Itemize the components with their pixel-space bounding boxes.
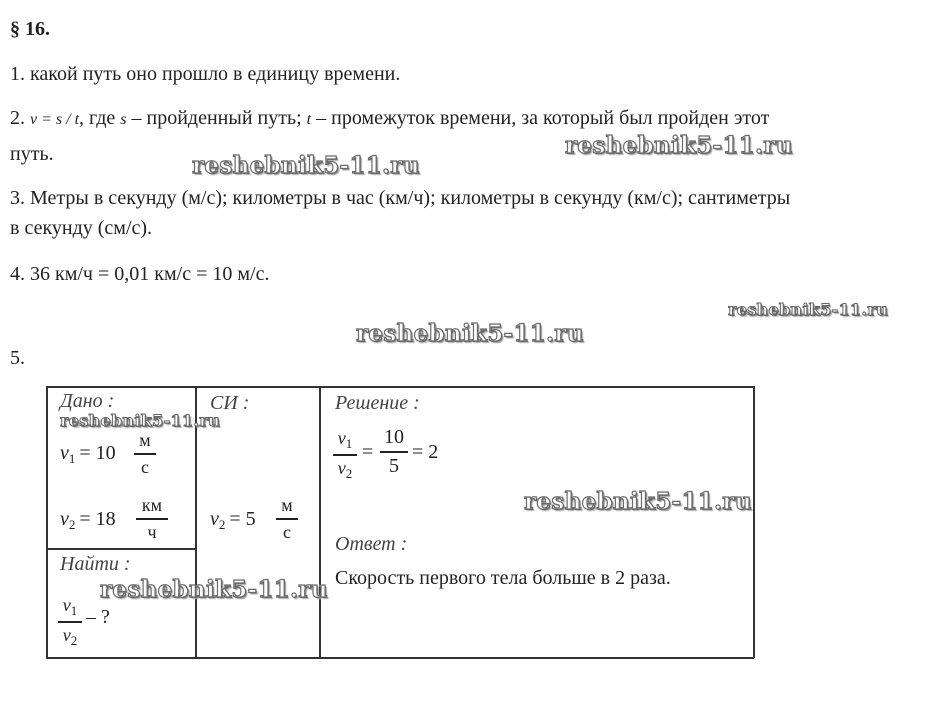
- watermark: reshebnik5-11.ru: [60, 411, 220, 430]
- answer-2-text-a: , где: [79, 107, 116, 129]
- answer-2-text-c: – промежуток времени, за который был пройден этот: [316, 107, 770, 129]
- watermark: reshebnik5-11.ru: [565, 132, 793, 159]
- table-border-right: [753, 386, 755, 658]
- symbol-s: s: [120, 111, 127, 128]
- watermark: reshebnik5-11.ru: [356, 320, 584, 347]
- answer-3-line-1: 3. Метры в секунду (м/с); километры в час (км/ч); километры в секунду (км/с); сантиметры: [10, 187, 791, 209]
- answer-label: Ответ :: [335, 533, 408, 555]
- answer-4: 4. 36 км/ч = 0,01 км/с = 10 м/с.: [10, 263, 270, 285]
- answer-text: Скорость первого тела больше в 2 раза.: [335, 567, 671, 589]
- solution-result: = 2: [412, 441, 439, 463]
- answer-2-text-b: – пройденный путь;: [131, 107, 302, 129]
- answer-5-number: 5.: [10, 347, 25, 369]
- given-v1: $v_1 = 10$: [60, 442, 116, 466]
- given-label: Дано :: [60, 390, 115, 412]
- table-border-left: [46, 386, 48, 658]
- speed-formula: v = s / t: [30, 111, 80, 128]
- watermark: reshebnik5-11.ru: [100, 576, 328, 603]
- symbol-t: t: [306, 111, 312, 128]
- answer-2-number: 2.: [10, 107, 25, 129]
- answer-1: 1. какой путь оно прошло в единицу времени.: [10, 63, 401, 85]
- answer-2-line-1: [10, 106, 769, 132]
- watermark: reshebnik5-11.ru: [728, 300, 888, 319]
- answer-3-line-2: в секунду (см/с).: [10, 217, 153, 239]
- si-v2: $v_2 = 5$: [210, 508, 256, 532]
- solution-ratio: $v_1$ $v_2$: [333, 428, 357, 482]
- table-border-bottom: [46, 657, 754, 659]
- solution-label: Решение :: [335, 392, 420, 414]
- watermark: reshebnik5-11.ru: [524, 488, 752, 515]
- watermark: reshebnik5-11.ru: [192, 152, 420, 179]
- solution-fraction: 10 5: [380, 426, 408, 478]
- find-question: – ?: [86, 606, 110, 628]
- given-v2: $v_2 = 18$: [60, 508, 116, 532]
- section-heading: § 16.: [10, 18, 50, 40]
- find-label: Найти :: [60, 553, 131, 575]
- answer-2-line-2: путь.: [10, 143, 54, 165]
- si-unit: м с: [276, 495, 298, 543]
- table-divider-find: [46, 548, 196, 550]
- v1-unit: м с: [134, 430, 156, 478]
- v2-unit: км ч: [136, 495, 168, 543]
- solution-equals: =: [362, 441, 374, 463]
- table-border-top: [46, 386, 754, 388]
- si-label: СИ :: [210, 392, 250, 414]
- find-ratio: $v_1$ $v_2$: [58, 595, 82, 649]
- table-divider-2: [319, 386, 321, 658]
